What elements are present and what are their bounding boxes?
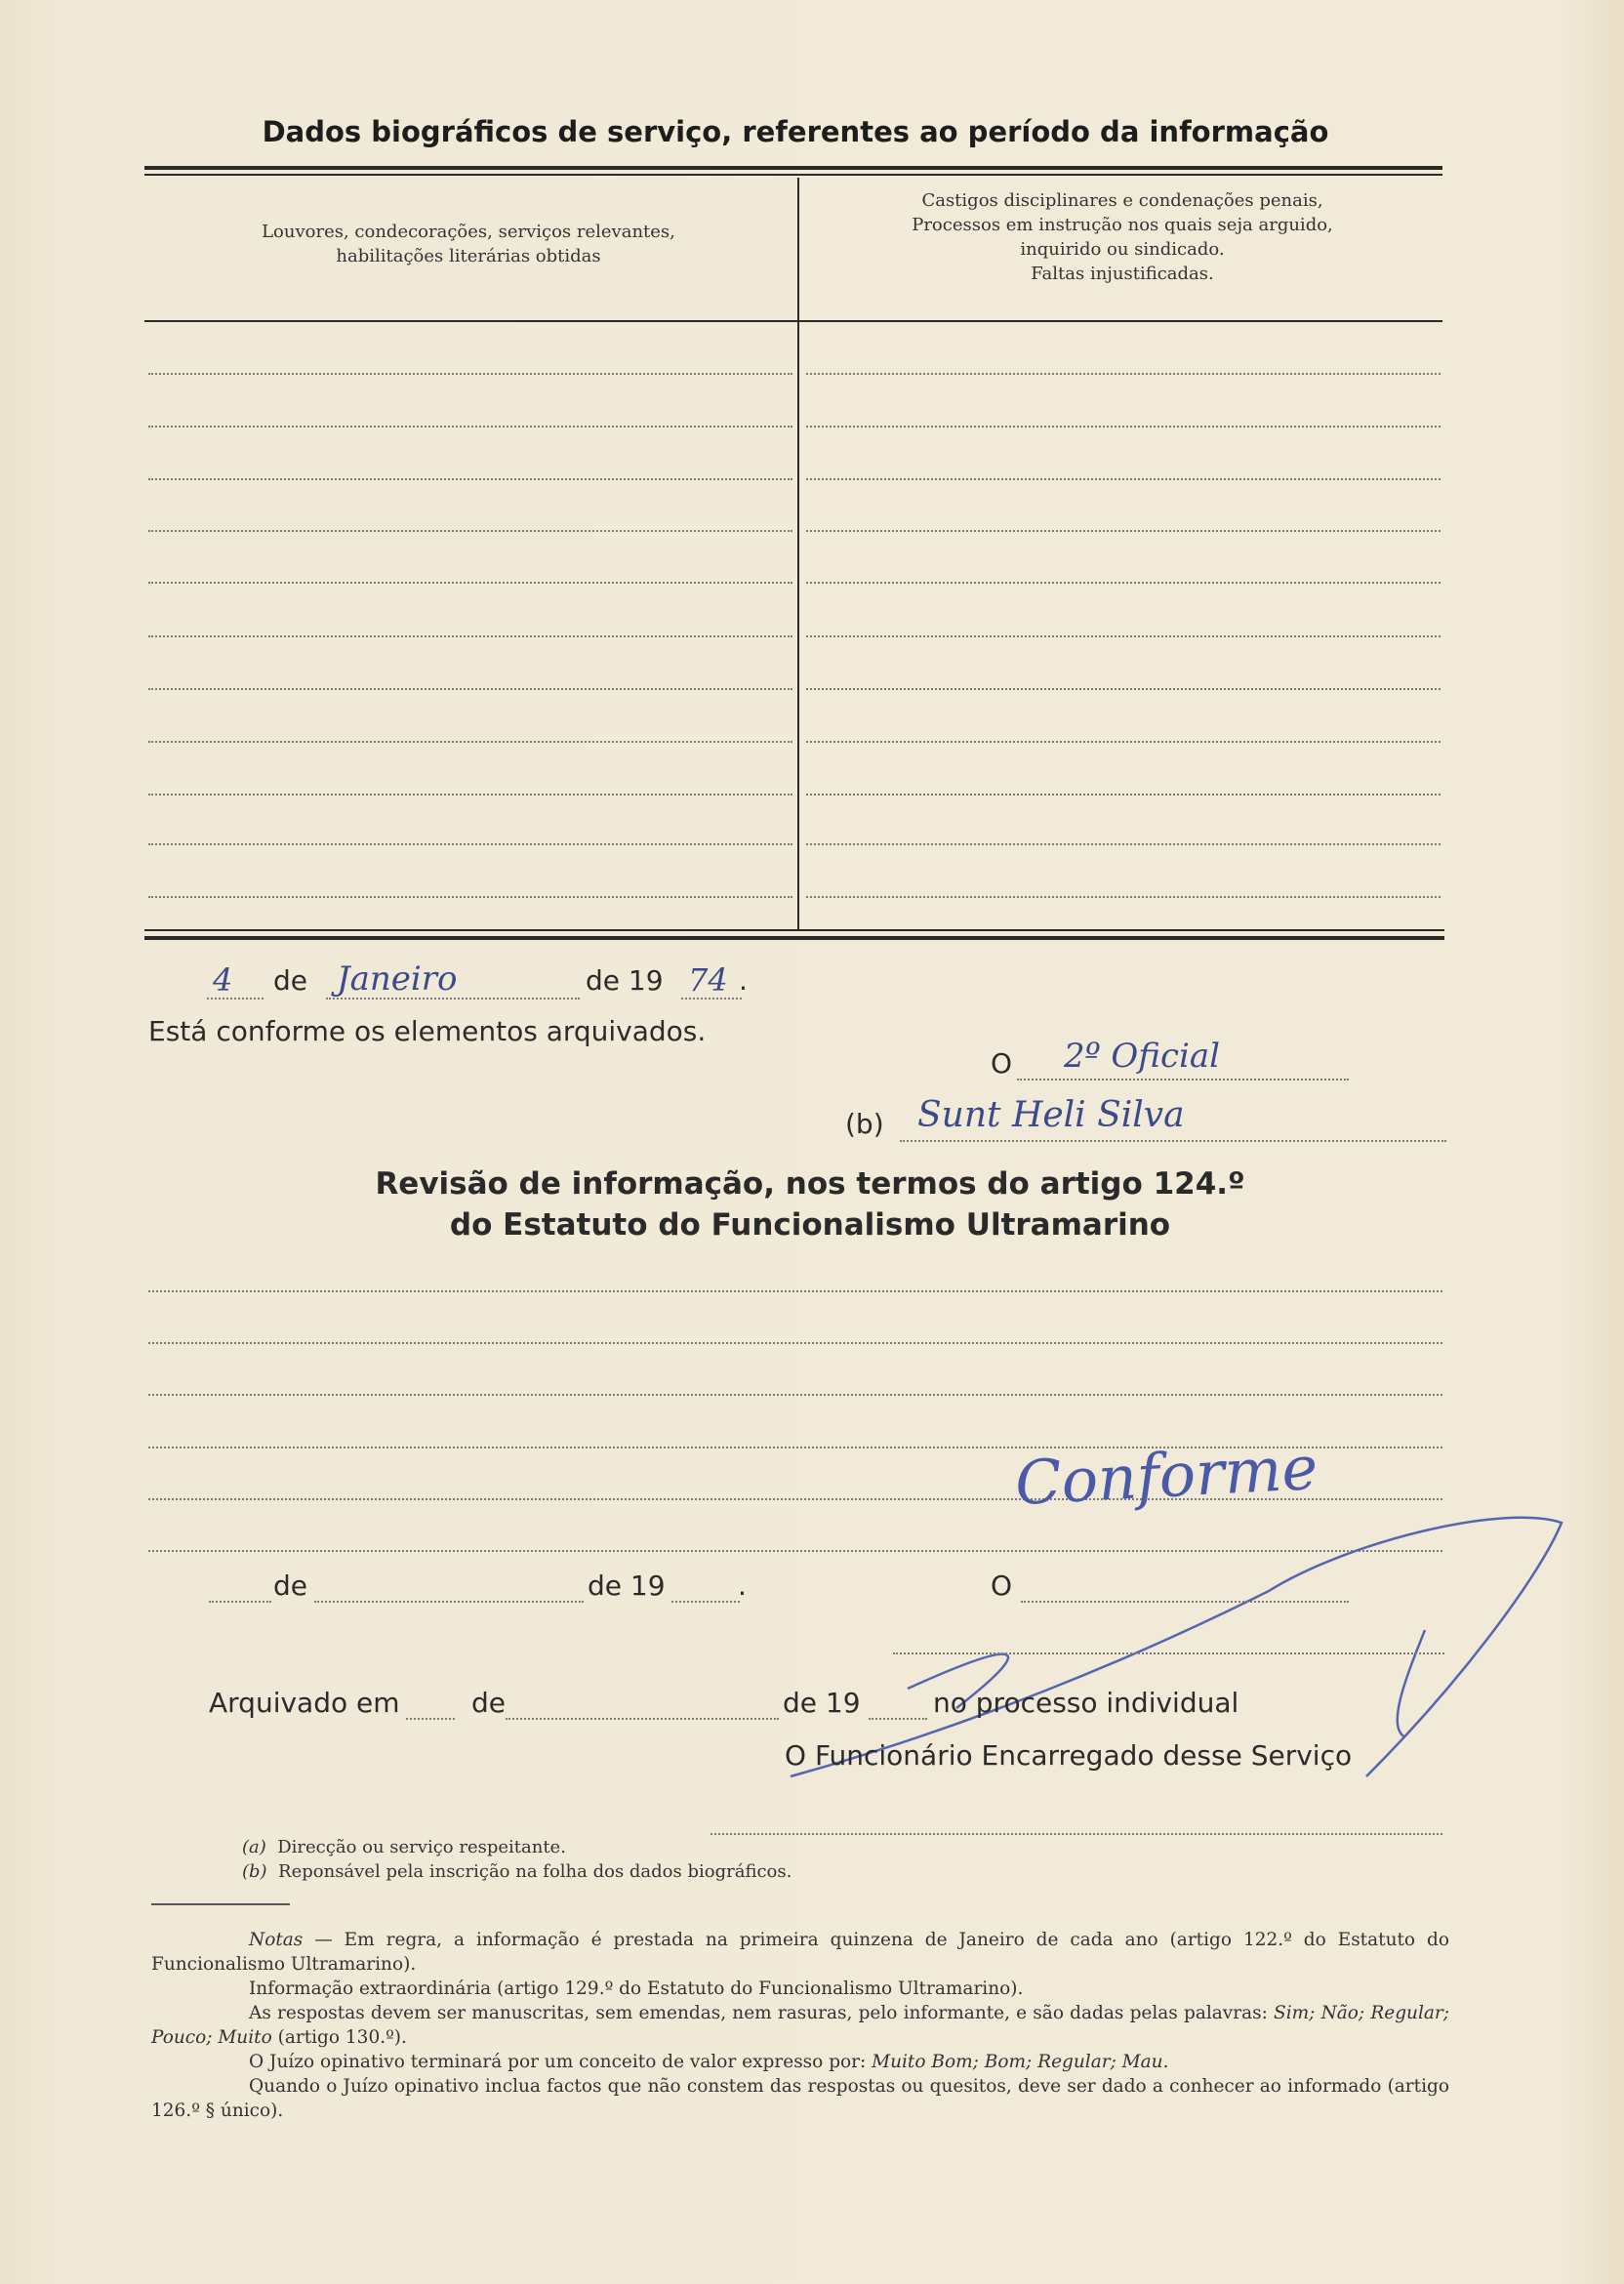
title-rule-thin [144, 174, 1442, 176]
table-bottom-rule [144, 929, 1444, 931]
note-1: Notas — Em regra, a informação é prestada na primeira quinzena de Janeiro de cada ano (artigo 122.º do Estatuto do Funcionalismo Ultramarino). [151, 1930, 1449, 1975]
note-5: Quando o Juízo opinativo inclua factos que não constem das respostas ou quesitos, deve ser dado a conhecer ao informado (artigo 126.º § único). [151, 2076, 1449, 2121]
revision-o: O [991, 1570, 1013, 1602]
header-rule [144, 320, 1442, 322]
document-page: Dados biográficos de serviço, referentes ao período da informação Louvores, condecorações, serviços relevantes, habilitações literárias obtidas Castigos disciplinares e condenações penais, Processos em instrução nos quais seja arguido, inquirido ou sindicado. Faltas injustificadas. 4 de Janeiro de 19 74 . Está conforme os elementos arquivados. O 2º Oficial (b) Sunt Heli Silva Revisão de informação, nos termos do artigo 124.º do Estatuto do Funcionalismo Ultramarino Conforme de de 19 . O Arquivado em de de 19 no processo individual O Funcionário Encarregado desse Serviço (a) Direcção ou serviço respeitante. (b) Reponsável pela inscrição na folha dos dados biográficos. Notas — Em regra, a informação é prestada na primeira quinzena de Janeiro de cada ano (artigo 122.º do Estatuto do Funcionalismo Ultramarino). Informação extraordinária (artigo 129.º do Estatuto do Funcionalismo Ultramarino). As respostas devem ser manuscritas, sem emendas, nem rasuras, pelo informante, e são dadas pelas palavras: Sim; Não; Regular; Pouco; Muito (artigo 130.º). O Juízo opinativo terminará por um conceito de valor expresso por: Muito Bom; Bom; Regular; Mau. Quando o Juízo opinativo inclua factos que não constem das respostas ou quesitos, deve ser dado a conhecer ao informado (artigo 126.º § único). [0, 0, 1624, 2284]
archive-de19: de 19 [783, 1687, 861, 1719]
archive-de: de [471, 1687, 506, 1719]
date-de1: de [273, 964, 307, 997]
date-de2: de 19 [586, 964, 664, 997]
note-4: O Juízo opinativo terminará por um conceito de valor expresso por: Muito Bom; Bom; Regular; Mau. [249, 2052, 1169, 2072]
date-year: 74 [688, 961, 728, 999]
note-2: Informação extraordinária (artigo 129.º do Estatuto do Funcionalismo Ultramarino). [249, 1978, 1024, 1999]
footnote-a: (a) Direcção ou serviço respeitante. [242, 1837, 566, 1857]
revision-signature: Conforme [1013, 1431, 1320, 1520]
column-divider [797, 178, 799, 929]
archive-process: no processo individual [933, 1687, 1239, 1719]
note-3: As respostas devem ser manuscritas, sem emendas, nem rasuras, pelo informante, e são dadas pelas palavras: Sim; Não; Regular; Pouco; Muito (artigo 130.º). [151, 2003, 1449, 2048]
table-bottom-rule-thick [144, 936, 1444, 940]
revision-de2: de 19 [588, 1570, 666, 1602]
right-column-header: Castigos disciplinares e condenações penais, Processos em instrução nos quais seja arguido, inquirido ou sindicado. Faltas injustificadas. [912, 190, 1333, 284]
responsible-signature: Sunt Heli Silva [917, 1095, 1185, 1135]
bleed-through [283, 508, 310, 588]
revision-de1: de [273, 1570, 307, 1602]
date-month: Janeiro [337, 959, 458, 999]
footnote-b: (b) Reponsável pela inscrição na folha dos dados biográficos. [242, 1861, 792, 1882]
official-line [1017, 1079, 1349, 1081]
official-title: 2º Oficial [1064, 1037, 1221, 1076]
footnote-rule [151, 1903, 290, 1905]
archive-official: O Funcionário Encarregado desse Serviço [785, 1739, 1353, 1772]
footnotes [242, 1835, 1023, 1884]
date-day: 4 [213, 961, 233, 999]
responsible-prefix: (b) [845, 1108, 884, 1140]
title-rule [144, 166, 1442, 170]
responsible-line [900, 1140, 1446, 1142]
official-prefix: O [991, 1047, 1013, 1080]
conformity-statement: Está conforme os elementos arquivados. [148, 1015, 707, 1047]
notes [151, 1928, 1449, 2123]
page-title: Dados biográficos de serviço, referentes ao período da informação [262, 115, 1329, 148]
revision-heading: Revisão de informação, nos termos do artigo 124.º do Estatuto do Funcionalismo Ultramarino [375, 1166, 1245, 1243]
left-column-header: Louvores, condecorações, serviços relevantes, habilitações literárias obtidas [262, 222, 675, 266]
archive-label: Arquivado em [209, 1687, 400, 1719]
